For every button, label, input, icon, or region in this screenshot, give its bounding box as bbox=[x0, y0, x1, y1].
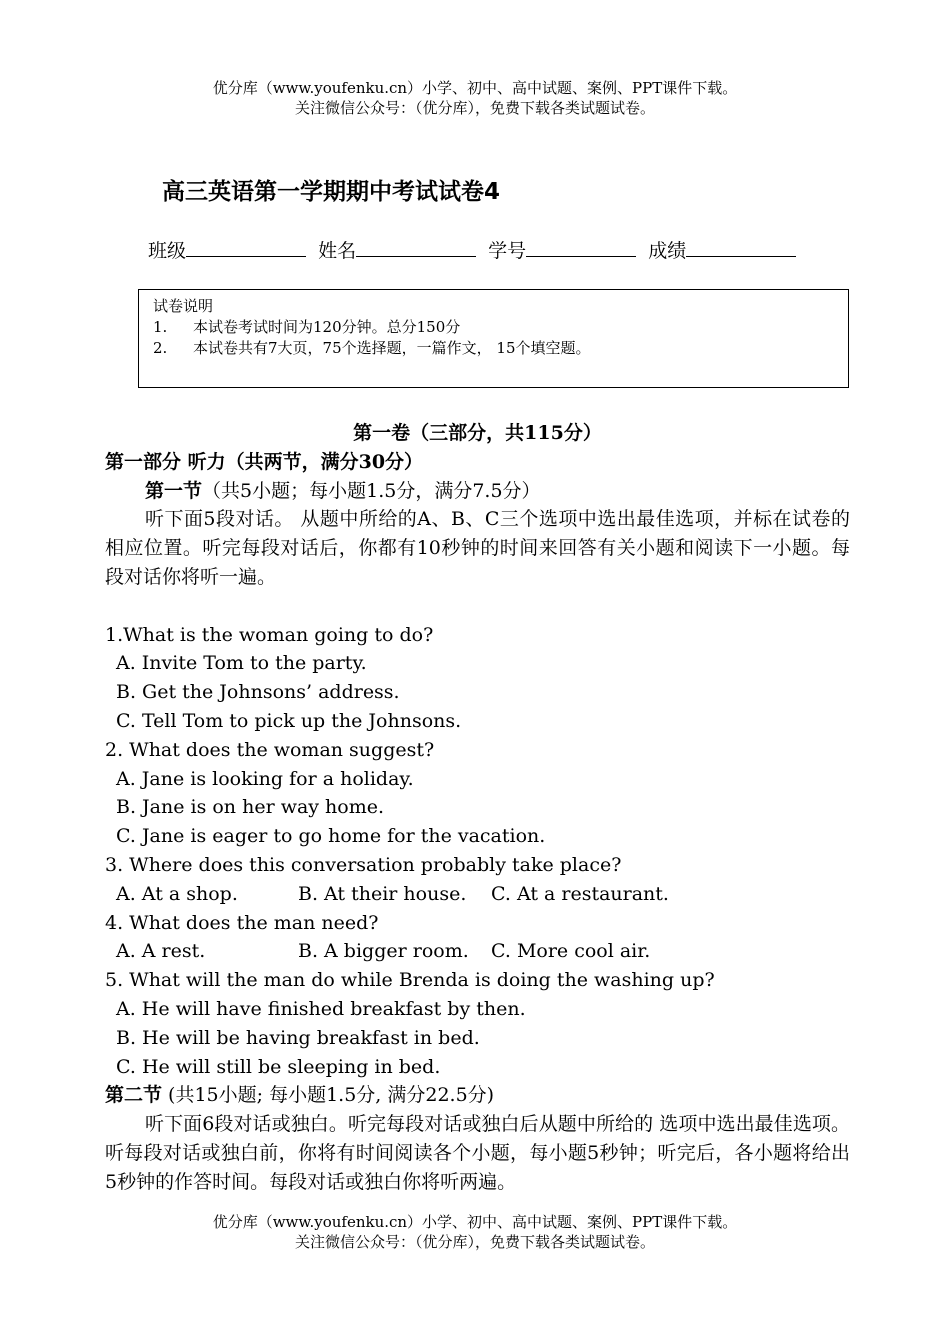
score-label: 成绩 bbox=[648, 240, 687, 262]
option-b: B. Get the Johnsons’ address. bbox=[116, 681, 400, 704]
question-3 bbox=[105, 851, 850, 909]
question-4 bbox=[105, 909, 850, 967]
exam-notes-box bbox=[138, 289, 849, 388]
question-1 bbox=[105, 621, 850, 736]
option-b: B. He will be having breakfast in bed. bbox=[116, 1026, 480, 1049]
id-blank bbox=[526, 236, 636, 257]
section1-label: 第一节 bbox=[145, 479, 203, 502]
notes-item-number: 2. bbox=[153, 339, 168, 357]
section1-instruction: 听下面5段对话。 从题中所给的A、B、C三个选项中选出最佳选项，并标在试卷的相应位置。听完每段对话后，你都有10秒钟的时间来回答有关小题和阅读下一小题。每段对话你将听一遍。 bbox=[105, 508, 850, 588]
footer-line-2: 关注微信公众号：（优分库），免费下载各类试题试卷。 bbox=[294, 1233, 655, 1251]
part1-heading: 第一部分 听力（共两节，满分30分） bbox=[105, 450, 424, 473]
notes-item bbox=[153, 338, 834, 359]
section2-heading bbox=[105, 1081, 850, 1110]
name-blank bbox=[356, 236, 476, 257]
page-footer bbox=[0, 1212, 950, 1252]
option-a: A. At a shop. bbox=[116, 882, 238, 905]
option-b: B. Jane is on her way home. bbox=[116, 796, 385, 819]
footer-line-1: 优分库（www.youfenku.cn）小学、初中、高中试题、案例、PPT课件下载。 bbox=[212, 1213, 738, 1231]
question-text: 4. What does the man need? bbox=[105, 911, 379, 934]
spacer bbox=[105, 592, 850, 621]
notes-item-number: 1. bbox=[153, 318, 168, 336]
name-label: 姓名 bbox=[318, 240, 357, 262]
header-line-2: 关注微信公众号：（优分库），免费下载各类试题试卷。 bbox=[294, 99, 655, 117]
option-a: A. He will have finished breakfast by then. bbox=[116, 997, 526, 1020]
question-2 bbox=[105, 736, 850, 851]
option-c: C. At a restaurant. bbox=[491, 882, 669, 905]
exam-title: 高三英语第一学期期中考试试卷4 bbox=[162, 179, 501, 205]
notes-item bbox=[153, 317, 834, 338]
options-row bbox=[105, 880, 850, 909]
notes-heading: 试卷说明 bbox=[153, 297, 214, 315]
question-text: 2. What does the woman suggest? bbox=[105, 738, 435, 761]
option-b: B. A bigger room. bbox=[298, 940, 469, 963]
class-blank bbox=[186, 236, 306, 257]
exam-content bbox=[105, 419, 850, 1197]
score-blank bbox=[686, 236, 796, 257]
class-label: 班级 bbox=[148, 240, 187, 262]
section1-heading bbox=[105, 477, 850, 506]
notes-item-text: 本试卷考试时间为120分钟。总分150分 bbox=[193, 318, 461, 336]
page-header bbox=[0, 78, 950, 118]
option-c: C. Jane is eager to go home for the vacation. bbox=[116, 825, 546, 848]
question-text: 5. What will the man do while Brenda is doing the washing up? bbox=[105, 969, 715, 992]
notes-item-text: 本试卷共有7大页，75个选择题，一篇作文， 15个填空题。 bbox=[193, 339, 591, 357]
option-c: C. He will still be sleeping in bed. bbox=[116, 1055, 441, 1078]
student-info-line bbox=[148, 236, 802, 263]
options-row bbox=[105, 937, 850, 966]
question-text: 1.What is the woman going to do? bbox=[105, 623, 434, 646]
question-text: 3. Where does this conversation probably take place? bbox=[105, 853, 622, 876]
section2-label: 第二节 bbox=[105, 1084, 163, 1107]
volume-heading: 第一卷（三部分，共115分） bbox=[353, 422, 602, 444]
question-5 bbox=[105, 966, 850, 1081]
option-c: C. Tell Tom to pick up the Johnsons. bbox=[116, 709, 462, 732]
section2-desc: (共15小题; 每小题1.5分, 满分22.5分) bbox=[162, 1084, 495, 1107]
option-c: C. More cool air. bbox=[491, 940, 651, 963]
section2-instruction: 听下面6段对话或独白。听完每段对话或独白后从题中所给的 选项中选出最佳选项。听每段对话或独白前，你将有时间阅读各个小题，每小题5秒钟；听完后，各小题将给出5秒钟的作答时间。每段对话或独白你将听两遍。 bbox=[105, 1113, 850, 1193]
option-a: A. A rest. bbox=[116, 940, 206, 963]
section1-desc: （共5小题；每小题1.5分，满分7.5分） bbox=[202, 479, 541, 502]
option-b: B. At their house. bbox=[298, 882, 467, 905]
id-label: 学号 bbox=[488, 240, 527, 262]
header-line-1: 优分库（www.youfenku.cn）小学、初中、高中试题、案例、PPT课件下载。 bbox=[212, 79, 738, 97]
option-a: A. Jane is looking for a holiday. bbox=[116, 767, 414, 790]
option-a: A. Invite Tom to the party. bbox=[116, 652, 367, 675]
